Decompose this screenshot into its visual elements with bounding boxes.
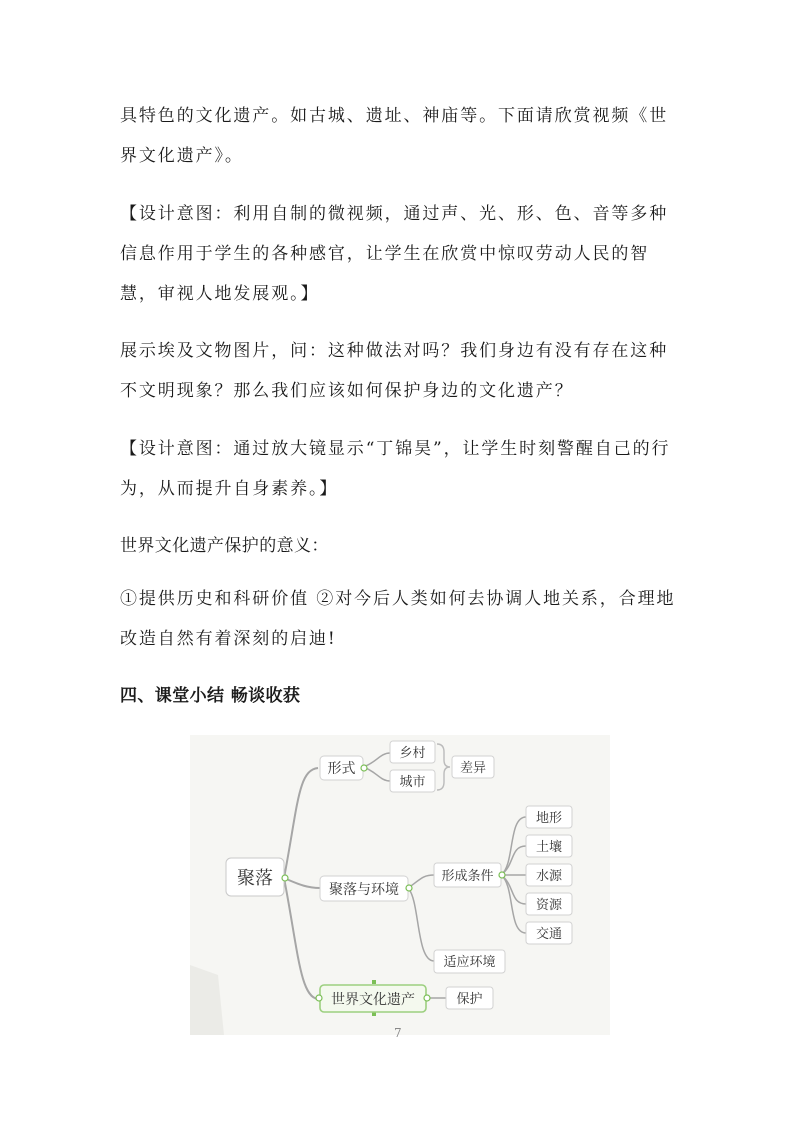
expand-dot xyxy=(361,765,367,771)
text-line: 信息作用于学生的各种感官，让学生在欣赏中惊叹劳动人民的智 xyxy=(120,244,650,264)
text-line: ①提供历史和科研价值 ②对今后人类如何去协调人地关系，合理地 xyxy=(120,589,676,609)
node-settlement-env-label: 聚落与环境 xyxy=(329,882,399,898)
text-line: 改造自然有着深刻的启迪! xyxy=(120,629,337,649)
text-line: 为，从而提升自身素养。】 xyxy=(120,479,339,499)
text-line: 【设计意图：利用自制的微视频，通过声、光、形、色、音等多种 xyxy=(120,204,669,224)
text-line: 不文明现象？那么我们应该如何保护身边的文化遗产？ xyxy=(120,381,574,401)
expand-dot xyxy=(282,875,288,881)
node-village-label: 乡村 xyxy=(399,746,426,761)
paragraph-artifact-question xyxy=(120,331,680,411)
node-formation-conditions-label: 形成条件 xyxy=(441,869,494,884)
node-difference-label: 差异 xyxy=(459,761,487,776)
heading-section-4: 四、课堂小结 畅谈收获 xyxy=(120,686,301,706)
mindmap-svg xyxy=(190,735,610,1035)
expand-dot xyxy=(406,885,412,891)
mindmap-image xyxy=(190,735,610,1035)
node-terrain-label: 地形 xyxy=(535,811,563,826)
node-protection-label: 保护 xyxy=(456,992,483,1007)
node-adapt-env-label: 适应环境 xyxy=(443,955,496,970)
node-resources-label: 资源 xyxy=(535,898,563,913)
node-transport-label: 交通 xyxy=(535,927,563,942)
paragraph-video-intro xyxy=(120,96,680,176)
heading-significance: 世界文化遗产保护的意义： xyxy=(120,536,329,556)
expand-dot xyxy=(499,872,505,878)
text-line: 界文化遗产》。 xyxy=(120,146,244,166)
node-world-heritage-label: 世界文化遗产 xyxy=(331,992,415,1008)
paragraph-design-intent-1 xyxy=(120,194,680,314)
node-water-label: 水源 xyxy=(535,869,563,884)
text-line: 展示埃及文物图片，问：这种做法对吗？我们身边有没有存在这种 xyxy=(120,341,669,361)
paragraph-design-intent-2 xyxy=(120,429,680,509)
expand-dot xyxy=(316,995,322,1001)
page-number: 7 xyxy=(394,1026,402,1040)
node-root-label: 聚落 xyxy=(237,868,273,889)
text-line: 【设计意图：通过放大镜显示“丁锦昊”，让学生时刻警醒自己的行 xyxy=(120,439,671,459)
selection-handle xyxy=(372,980,376,984)
node-form-label: 形式 xyxy=(327,761,356,777)
paragraph-significance xyxy=(120,579,680,659)
node-city-label: 城市 xyxy=(399,775,426,790)
node-soil-label: 土壤 xyxy=(535,840,563,855)
expand-dot xyxy=(424,995,430,1001)
text-line: 慧，审视人地发展观。】 xyxy=(120,284,320,304)
text-line: 具特色的文化遗产。如古城、遗址、神庙等。下面请欣赏视频《世 xyxy=(120,106,669,126)
